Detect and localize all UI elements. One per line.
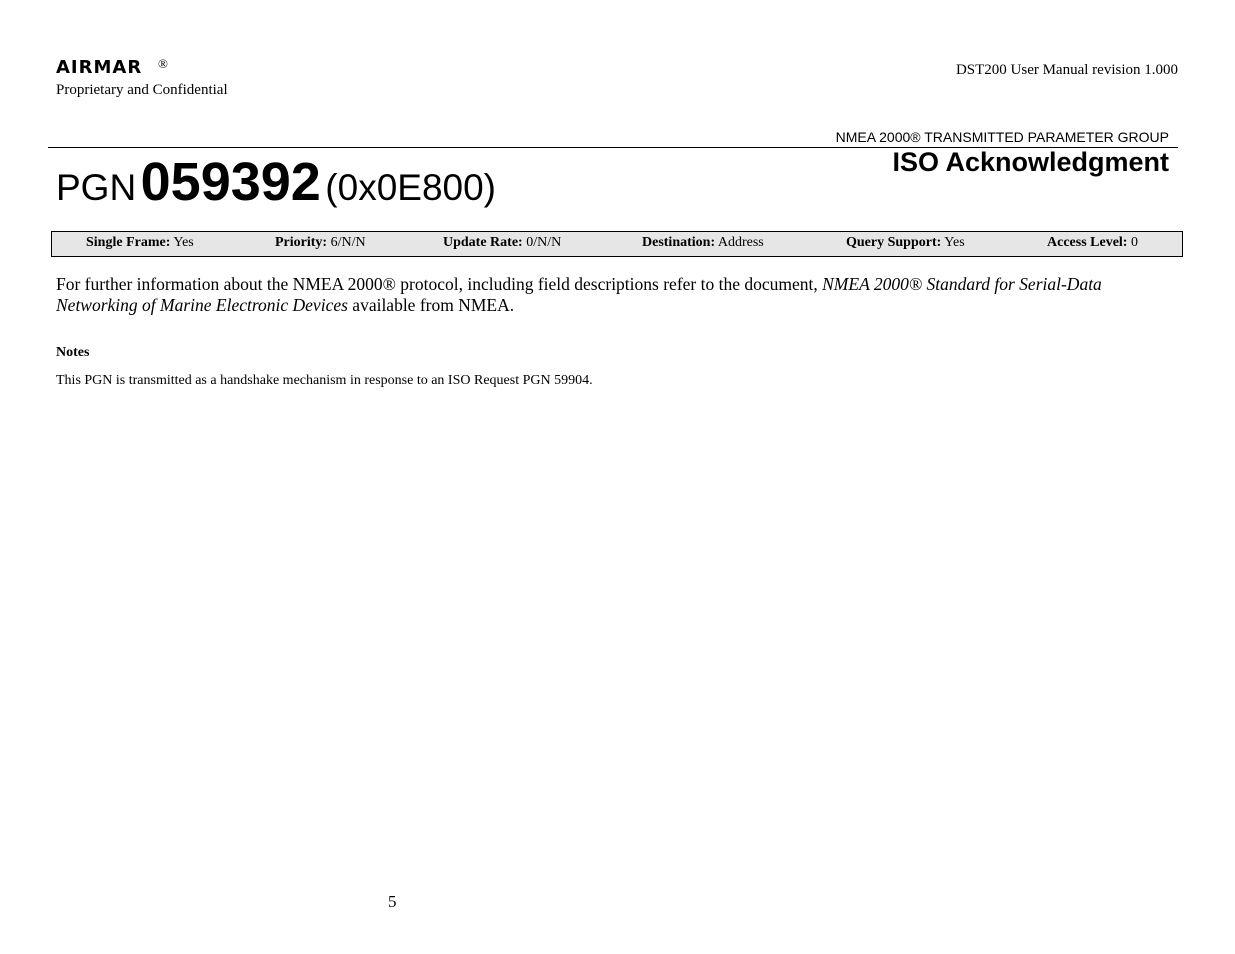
intro-text-before: For further information about the NMEA 2000® protocol, including field descriptions refer to the document, [56, 274, 823, 294]
attr-value: Yes [944, 235, 965, 250]
pgn-name: ISO Acknowledgment [892, 147, 1169, 177]
page-number: 5 [388, 892, 397, 911]
attr-destination [642, 235, 764, 251]
notes-heading: Notes [56, 345, 90, 360]
attributes-bar [51, 231, 1183, 257]
attr-value: 0/N/N [526, 235, 562, 250]
confidentiality-label: Proprietary and Confidential [56, 82, 228, 98]
pgn-group-label: NMEA 2000® TRANSMITTED PARAMETER GROUP [835, 129, 1169, 145]
attr-value: 6/N/N [330, 235, 366, 250]
attr-single-frame [86, 235, 194, 251]
pgn-title [56, 151, 496, 213]
intro-paragraph [56, 274, 1181, 316]
attr-value: Address [717, 235, 764, 250]
attr-update-rate [443, 235, 561, 251]
attr-priority [275, 235, 366, 251]
attr-label: Access Level: [1047, 235, 1128, 250]
attr-label: Single Frame: [86, 235, 171, 250]
attr-access-level [1047, 235, 1138, 251]
pgn-hex: (0x0E800) [325, 167, 497, 208]
attr-label: Update Rate: [443, 235, 523, 250]
document-title: DST200 User Manual revision 1.000 [955, 62, 1178, 78]
notes-body: This PGN is transmitted as a handshake mechanism in response to an ISO Request PGN 59904. [56, 373, 593, 388]
attr-label: Priority: [275, 235, 328, 250]
pgn-label: PGN [56, 167, 137, 208]
attr-value: Yes [173, 235, 194, 250]
attr-label: Destination: [642, 235, 716, 250]
attr-label: Query Support: [846, 235, 942, 250]
attr-value: 0 [1130, 235, 1138, 250]
attr-query-support [846, 235, 965, 251]
pgn-number: 059392 [140, 152, 321, 212]
intro-document-name: NMEA 2000® Standard for Serial-Data Networking of Marine Electronic Devices [56, 274, 1102, 315]
intro-text-after: available from NMEA. [347, 295, 515, 315]
airmar-logo: AIRMAR [56, 57, 143, 78]
registered-mark: ® [158, 56, 168, 71]
